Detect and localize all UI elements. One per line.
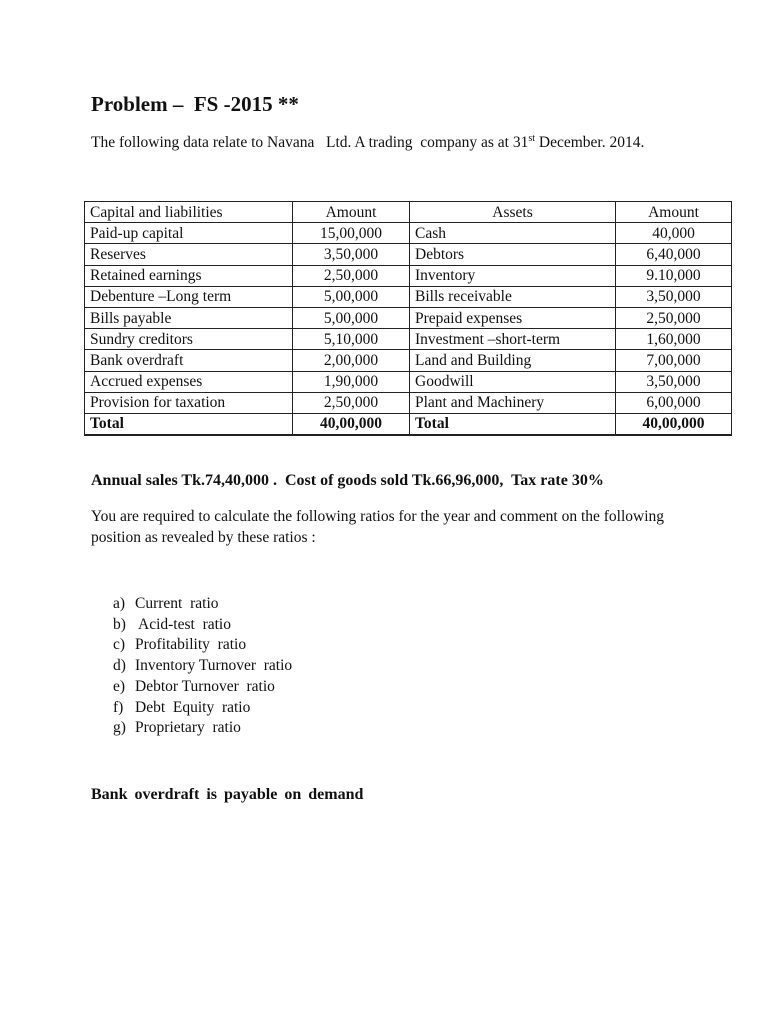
asset-amount: 3,50,000 bbox=[616, 286, 732, 307]
asset-amount: 40,000 bbox=[616, 223, 732, 244]
asset-label: Goodwill bbox=[410, 371, 616, 392]
list-item bbox=[113, 594, 292, 615]
list-item bbox=[113, 698, 292, 719]
asset-label: Plant and Machinery bbox=[410, 392, 616, 413]
liability-label: Bank overdraft bbox=[85, 350, 293, 371]
liability-amount: 3,50,000 bbox=[293, 244, 410, 265]
header-cell: Amount bbox=[293, 202, 410, 223]
liability-amount: 2,50,000 bbox=[293, 392, 410, 413]
list-marker: a) bbox=[113, 595, 126, 612]
table-row bbox=[85, 265, 732, 286]
liability-label: Debenture –Long term bbox=[85, 286, 293, 307]
problem-title: Problem – FS -2015 ** bbox=[91, 92, 299, 116]
liability-total-amount: 40,00,000 bbox=[293, 413, 410, 435]
intro-superscript: st bbox=[528, 133, 535, 144]
list-marker: e) bbox=[113, 677, 126, 695]
sales-line: Annual sales Tk.74,40,000 . Cost of goods sold Tk.66,96,000, Tax rate 30% bbox=[91, 472, 604, 489]
table-header-row bbox=[85, 202, 732, 223]
ratio-label: Inventory Turnover ratio bbox=[135, 657, 293, 675]
liability-amount: 2,00,000 bbox=[293, 350, 410, 371]
overdraft-note: Bank overdraft is payable on demand bbox=[91, 786, 364, 803]
asset-amount: 2,50,000 bbox=[616, 307, 732, 328]
ratio-label: Debtor Turnover ratio bbox=[135, 677, 275, 695]
table-row bbox=[85, 223, 732, 244]
asset-amount: 3,50,000 bbox=[616, 371, 732, 392]
list-item bbox=[113, 656, 292, 677]
liability-label: Retained earnings bbox=[85, 265, 293, 286]
table-row bbox=[85, 286, 732, 307]
table-total-row bbox=[85, 413, 732, 435]
list-item bbox=[113, 718, 292, 739]
asset-amount: 7,00,000 bbox=[616, 350, 732, 371]
liability-amount: 5,10,000 bbox=[293, 329, 410, 350]
asset-label: Prepaid expenses bbox=[410, 307, 616, 328]
ratio-label: Debt Equity ratio bbox=[135, 698, 251, 716]
liability-label: Reserves bbox=[85, 244, 293, 265]
liability-amount: 2,50,000 bbox=[293, 265, 410, 286]
list-marker: d) bbox=[113, 657, 126, 675]
list-marker: c) bbox=[113, 636, 126, 654]
list-marker: f) bbox=[113, 698, 124, 716]
asset-label: Debtors bbox=[410, 244, 616, 265]
liability-amount: 15,00,000 bbox=[293, 223, 410, 244]
asset-label: Investment –short-term bbox=[410, 329, 616, 350]
table-row bbox=[85, 392, 732, 413]
table-row bbox=[85, 350, 732, 371]
asset-label: Inventory bbox=[410, 265, 616, 286]
asset-label: Land and Building bbox=[410, 350, 616, 371]
table-row bbox=[85, 329, 732, 350]
header-cell: Amount bbox=[616, 202, 732, 223]
ratio-label: Profitability ratio bbox=[135, 636, 247, 654]
requirement-paragraph: You are required to calculate the following ratios for the year and comment on the following position as revealed by these ratios : bbox=[91, 508, 665, 546]
ratio-label: Acid-test ratio bbox=[135, 615, 231, 633]
intro-text-end: December. 2014. bbox=[535, 134, 645, 151]
table-row bbox=[85, 244, 732, 265]
liability-label: Bills payable bbox=[85, 307, 293, 328]
asset-total-label: Total bbox=[410, 413, 616, 435]
intro-text: The following data relate to Navana Ltd. A trading company as at 31 bbox=[91, 134, 529, 151]
ratio-label: Proprietary ratio bbox=[135, 719, 241, 737]
table-row bbox=[85, 371, 732, 392]
intro-paragraph bbox=[91, 134, 644, 152]
liability-total-label: Total bbox=[85, 413, 293, 435]
balance-sheet-table bbox=[84, 201, 732, 436]
list-item bbox=[113, 677, 292, 698]
ratio-label: Current ratio bbox=[135, 595, 219, 612]
asset-amount: 6,00,000 bbox=[616, 392, 732, 413]
asset-label: Bills receivable bbox=[410, 286, 616, 307]
header-cell: Assets bbox=[410, 202, 616, 223]
list-marker: b) bbox=[113, 615, 126, 633]
table-row bbox=[85, 307, 732, 328]
liability-amount: 5,00,000 bbox=[293, 286, 410, 307]
liability-amount: 5,00,000 bbox=[293, 307, 410, 328]
asset-label: Cash bbox=[410, 223, 616, 244]
asset-amount: 6,40,000 bbox=[616, 244, 732, 265]
list-marker: g) bbox=[113, 719, 126, 737]
list-item bbox=[113, 635, 292, 656]
header-cell: Capital and liabilities bbox=[85, 202, 293, 223]
liability-label: Provision for taxation bbox=[85, 392, 293, 413]
asset-amount: 1,60,000 bbox=[616, 329, 732, 350]
liability-label: Sundry creditors bbox=[85, 329, 293, 350]
list-item bbox=[113, 615, 292, 636]
asset-amount: 9.10,000 bbox=[616, 265, 732, 286]
liability-label: Paid-up capital bbox=[85, 223, 293, 244]
liability-label: Accrued expenses bbox=[85, 371, 293, 392]
ratio-list bbox=[113, 594, 292, 739]
asset-total-amount: 40,00,000 bbox=[616, 413, 732, 435]
liability-amount: 1,90,000 bbox=[293, 371, 410, 392]
